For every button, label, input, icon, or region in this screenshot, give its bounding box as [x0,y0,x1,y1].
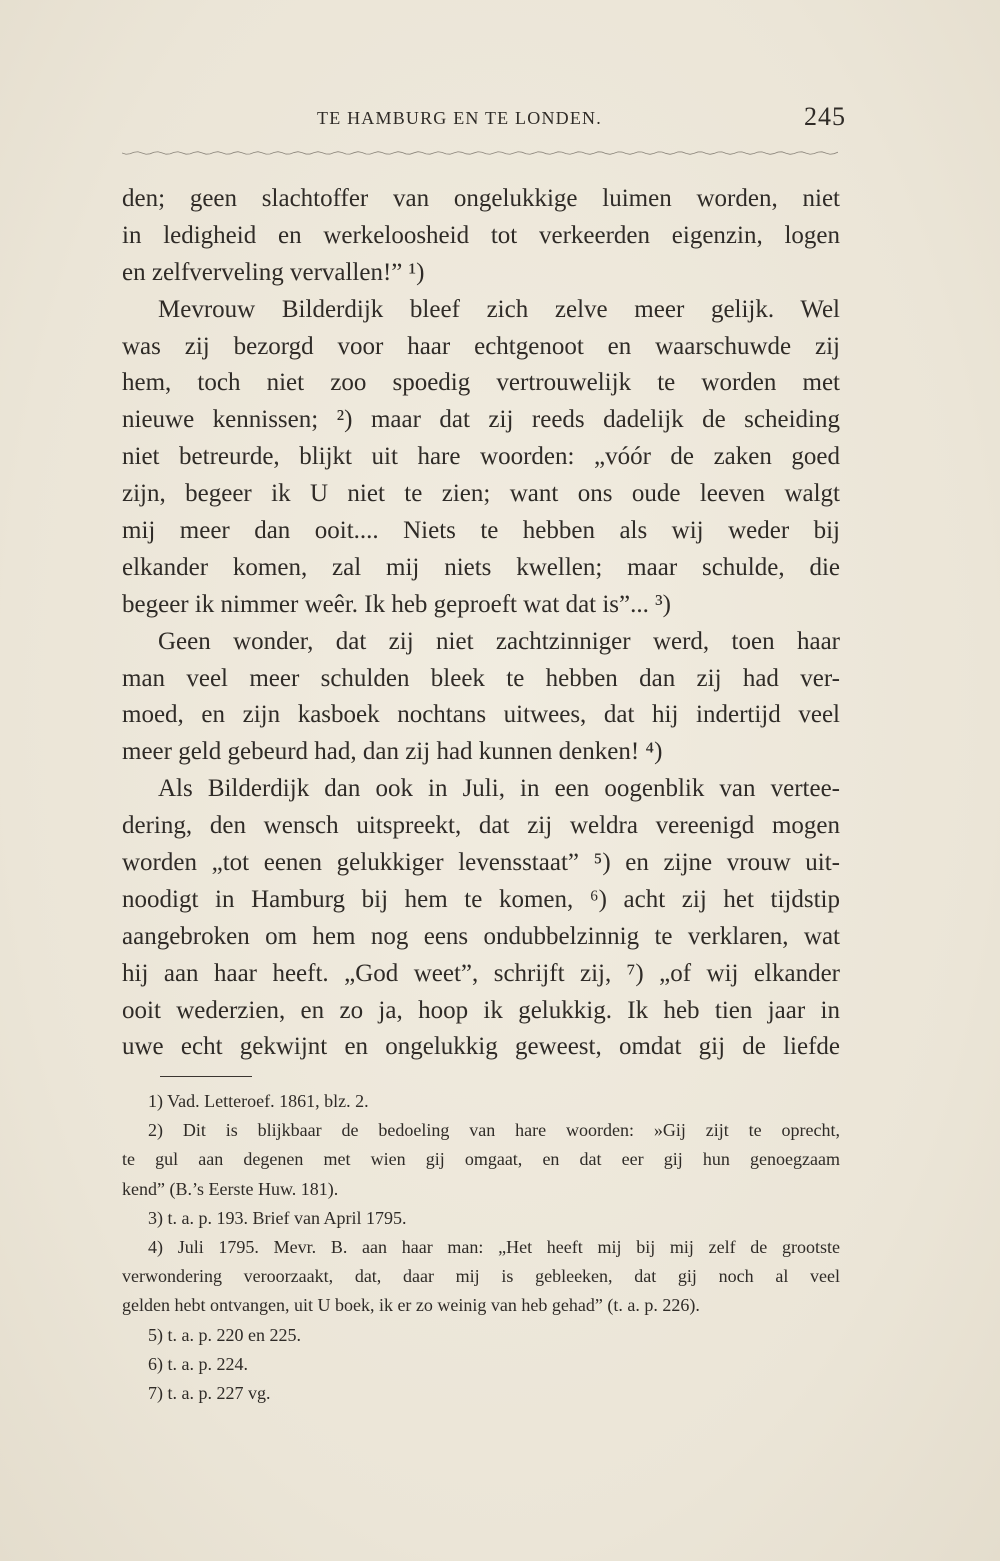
body-line: ooit wederzien, en zo ja, hoop ik gelukkig. Ik heb tien jaar in [122,996,840,1024]
footnote-line: 7) t. a. p. 227 vg. [148,1382,271,1403]
body-line: hij aan haar heeft. „God weet”, schrijft zij, ⁷) „of wij elkander [122,959,840,987]
body-line: dering, den wensch uitspreekt, dat zij weldra vereenigd mogen [122,812,840,840]
footnote-line: te gul aan degenen met wien gij omgaat, en dat eer gij hun genoegzaam [122,1149,840,1170]
body-line: Als Bilderdijk dan ook in Juli, in een oogenblik van vertee- [158,775,840,803]
footnote-line: 2) Dit is blijkbaar de bedoeling van hare woorden: »Gij zijt te oprecht, [148,1120,840,1141]
body-line: hem, toch niet zoo spoedig vertrouwelijk te worden met [122,369,840,397]
body-line: en zelfverveling vervallen!” ¹) [122,258,425,286]
footnotes [122,1087,840,1408]
body-line: niet betreurde, blijkt uit hare woorden: „vóór de zaken goed [122,443,840,471]
body-line: aangebroken om hem nog eens ondubbelzinnig te verklaren, wat [122,922,840,950]
footnote-line: 5) t. a. p. 220 en 225. [148,1324,301,1345]
body-text [122,181,840,1066]
footnote-line: gelden hebt ontvangen, uit U boek, ik er zo weinig van heb gehad” (t. a. p. 226). [122,1295,700,1316]
footnote-separator [160,1076,252,1077]
running-title: TE HAMBURG EN TE LONDEN. [317,108,602,128]
body-line: elkander komen, zal mij niets kwellen; maar schulde, die [122,553,840,581]
body-line: man veel meer schulden bleek te hebben dan zij had ver- [122,664,840,692]
body-line: noodigt in Hamburg bij hem te komen, ⁶) acht zij het tijdstip [122,885,840,913]
footnote-line: kend” (B.’s Eerste Huw. 181). [122,1178,339,1199]
body-line: zijn, begeer ik U niet te zien; want ons oude leeven walgt [122,480,840,508]
body-line: Mevrouw Bilderdijk bleef zich zelve meer gelijk. Wel [158,295,840,323]
footnote-line: verwondering veroorzaakt, dat, daar mij is gebleeken, dat gij noch al veel [122,1266,840,1287]
body-line: moed, en zijn kasboek nochtans uitwees, dat hij indertijd veel [122,701,840,729]
body-line: worden „tot eenen gelukkiger levensstaat” ⁵) en zijne vrouw uit- [122,849,840,877]
footnote-line: 1) Vad. Letteroef. 1861, blz. 2. [148,1091,369,1111]
footnote-line: 4) Juli 1795. Mevr. B. aan haar man: „Het heeft mij bij mij zelf de grootste [148,1236,840,1257]
body-line: was zij bezorgd voor haar echtgenoot en waarschuwde zij [122,332,840,360]
body-line: den; geen slachtoffer van ongelukkige luimen worden, niet [122,185,840,212]
body-line: Geen wonder, dat zij niet zachtzinniger werd, toen haar [158,627,840,655]
page-number: 245 [804,102,846,131]
page-header [122,102,846,138]
footnote-line: 3) t. a. p. 193. Brief van April 1795. [148,1207,407,1228]
header-rule [122,150,838,156]
footnote-line: 6) t. a. p. 224. [148,1353,248,1374]
body-line: nieuwe kennissen; ²) maar dat zij reeds dadelijk de scheiding [122,406,840,434]
body-line: uwe echt gekwijnt en ongelukkig geweest, omdat gij de liefde [122,1033,840,1061]
body-line: meer geld gebeurd had, dan zij had kunnen denken! ⁴) [122,738,663,766]
body-line: in ledigheid en werkeloosheid tot verkeerden eigenzin, logen [122,221,840,249]
body-line: mij meer dan ooit.... Niets te hebben als wij weder bij [122,517,840,545]
body-line: begeer ik nimmer weêr. Ik heb geproeft wat dat is”... ³) [122,590,671,618]
